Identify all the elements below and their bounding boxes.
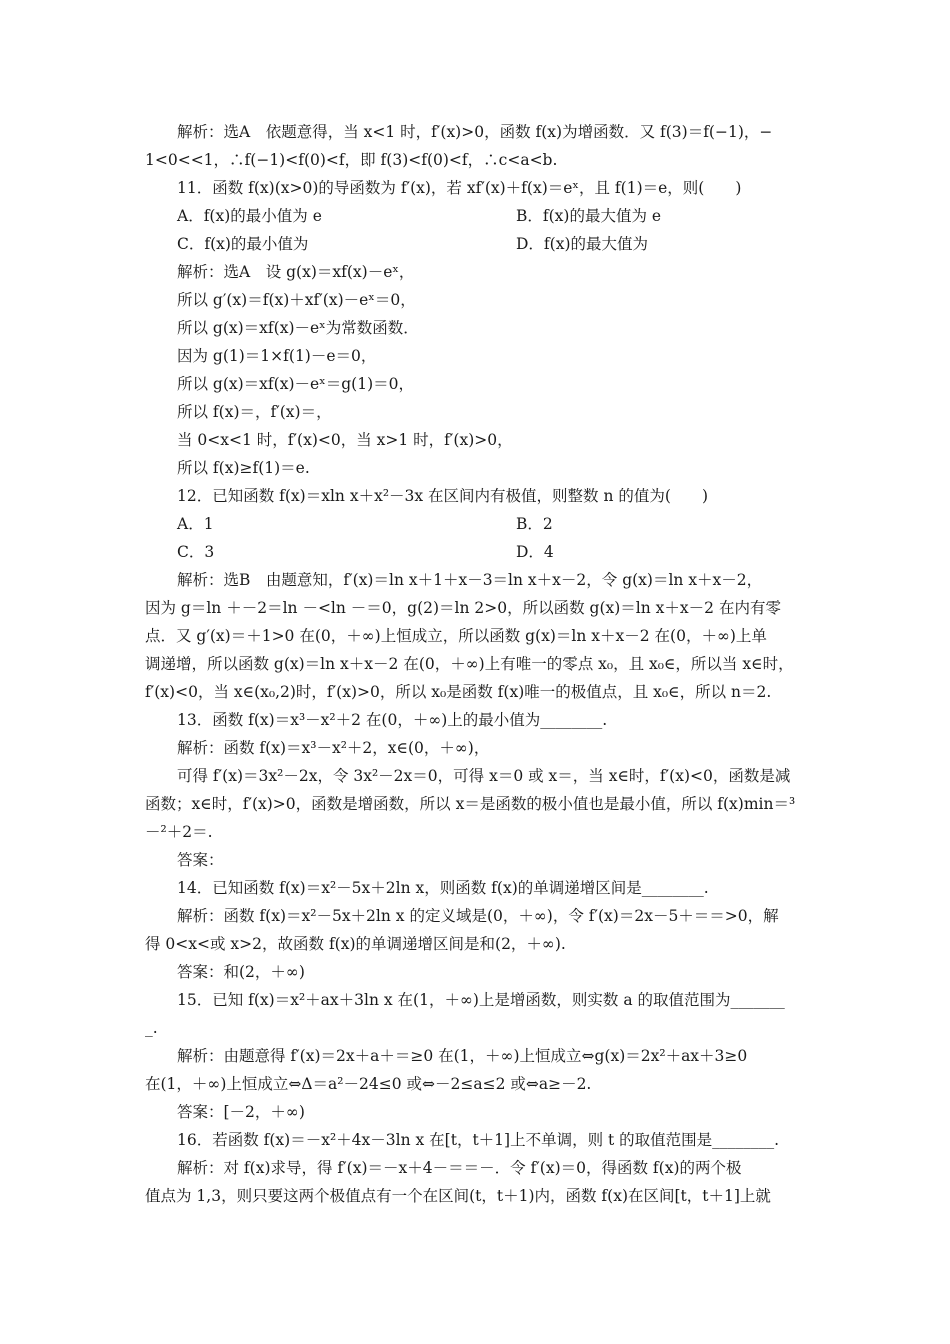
question-11: 11．函数 f(x)(x>0)的导函数为 f′(x)，若 xf′(x)＋f(x)＝eˣ，且 f(1)＝e，则( ) (177, 179, 742, 197)
text-line: 解析：选B 由题意知，f′(x)＝ln x＋1＋x－3＝ln x＋x－2，令 g(x)＝ln x＋x－2， (177, 571, 763, 589)
answer-line: 答案：和(2，＋∞) (177, 963, 305, 981)
option-a: A．1 (177, 515, 214, 533)
text-line: 函数；x∈时，f′(x)>0，函数是增函数，所以 x＝是函数的极小值也是最小值，所以 f(x)min＝³ (145, 795, 796, 813)
text-line: 所以 g(x)＝xf(x)－eˣ＝g(1)＝0， (177, 375, 414, 393)
text-line: 得 0<x<或 x>2，故函数 f(x)的单调递增区间是和(2，＋∞). (145, 935, 566, 953)
text-line: 可得 f′(x)＝3x²－2x，令 3x²－2x＝0，可得 x＝0 或 x＝，当 x∈时，f′(x)<0，函数是减 (177, 767, 791, 785)
question-12: 12．已知函数 f(x)＝xln x＋x²－3x 在区间内有极值，则整数 n 的值为( ) (177, 487, 708, 505)
text-line: f′(x)<0，当 x∈(x₀,2)时，f′(x)>0，所以 x₀是函数 f(x)唯一的极值点，且 x₀∈，所以 n＝2. (145, 683, 772, 701)
option-d: D．f(x)的最大值为 (516, 235, 649, 253)
text-line: 1<0<<1，∴f(−1)<f(0)<f，即 f(3)<f(0)<f，∴c<a<b. (145, 151, 558, 169)
text-line: 值点为 1,3，则只要这两个极值点有一个在区间(t，t＋1)内，函数 f(x)在区间[t，t＋1]上就 (145, 1187, 771, 1205)
text-line: 当 0<x<1 时，f′(x)<0，当 x>1 时，f′(x)>0， (177, 431, 513, 449)
option-c: C．3 (177, 543, 215, 561)
text-line: 在(1，＋∞)上恒成立⇔Δ＝a²－24≤0 或⇔－2≤a≤2 或⇔a≥－2. (145, 1075, 592, 1093)
text-line: 因为 g(1)＝1×f(1)－e＝0， (177, 347, 377, 365)
question-16: 16．若函数 f(x)＝－x²＋4x－3ln x 在[t，t＋1]上不单调，则 t 的取值范围是________. (177, 1131, 780, 1149)
text-line: 解析：对 f(x)求导，得 f′(x)＝－x＋4－＝＝－．令 f′(x)＝0，得函数 f(x)的两个极 (177, 1159, 742, 1177)
option-d: D．4 (516, 543, 554, 561)
answer-line: 答案： (177, 851, 224, 869)
question-14: 14．已知函数 f(x)＝x²－5x＋2ln x，则函数 f(x)的单调递增区间是________. (177, 879, 709, 897)
text-line: 所以 g(x)＝xf(x)－eˣ为常数函数． (177, 319, 419, 337)
option-b: B．f(x)的最大值为 e (516, 207, 662, 225)
text-line: 因为 g＝ln ＋－2＝ln －<ln －＝0，g(2)＝ln 2>0，所以函数 g(x)＝ln x＋x－2 在内有零 (145, 599, 781, 617)
question-13: 13．函数 f(x)＝x³－x²＋2 在(0，＋∞)上的最小值为________. (177, 711, 608, 729)
text-line: _. (145, 1019, 158, 1037)
text-line: 所以 f(x)≥f(1)＝e. (177, 459, 310, 477)
option-c: C．f(x)的最小值为 (177, 235, 309, 253)
option-b: B．2 (516, 515, 553, 533)
text-line: 所以 f(x)＝，f′(x)＝， (177, 403, 332, 421)
text-line: 所以 g′(x)＝f(x)＋xf′(x)－eˣ＝0， (177, 291, 416, 309)
text-line: 解析：函数 f(x)＝x³－x²＋2，x∈(0，＋∞)， (177, 739, 490, 757)
question-15: 15．已知 f(x)＝x²＋ax＋3ln x 在(1，＋∞)上是增函数，则实数 a 的取值范围为_______ (177, 991, 785, 1009)
text-line: 点．又 g′(x)＝＋1>0 在(0，＋∞)上恒成立，所以函数 g(x)＝ln x＋x－2 在(0，＋∞)上单 (145, 627, 767, 645)
option-a: A．f(x)的最小值为 e (177, 207, 322, 225)
text-line: 调递增，所以函数 g(x)＝ln x＋x－2 在(0，＋∞)上有唯一的零点 x₀，且 x₀∈，所以当 x∈时， (145, 655, 794, 673)
text-line: 解析：由题意得 f′(x)＝2x＋a＋＝≥0 在(1，＋∞)上恒成立⇔g(x)＝2x²＋ax＋3≥0 (177, 1047, 748, 1065)
text-line: 解析：函数 f(x)＝x²－5x＋2ln x 的定义域是(0，＋∞)，令 f′(x)＝2x－5＋＝＝>0，解 (177, 907, 779, 925)
text-line: 解析：选A 依题意得，当 x<1 时，f′(x)>0，函数 f(x)为增函数．又 f(3)＝f(−1)，− (177, 123, 773, 141)
text-line: 解析：选A 设 g(x)＝xf(x)－eˣ， (177, 263, 415, 281)
answer-line: 答案：[－2，＋∞) (177, 1103, 305, 1121)
text-line: －²＋2＝. (145, 823, 213, 841)
